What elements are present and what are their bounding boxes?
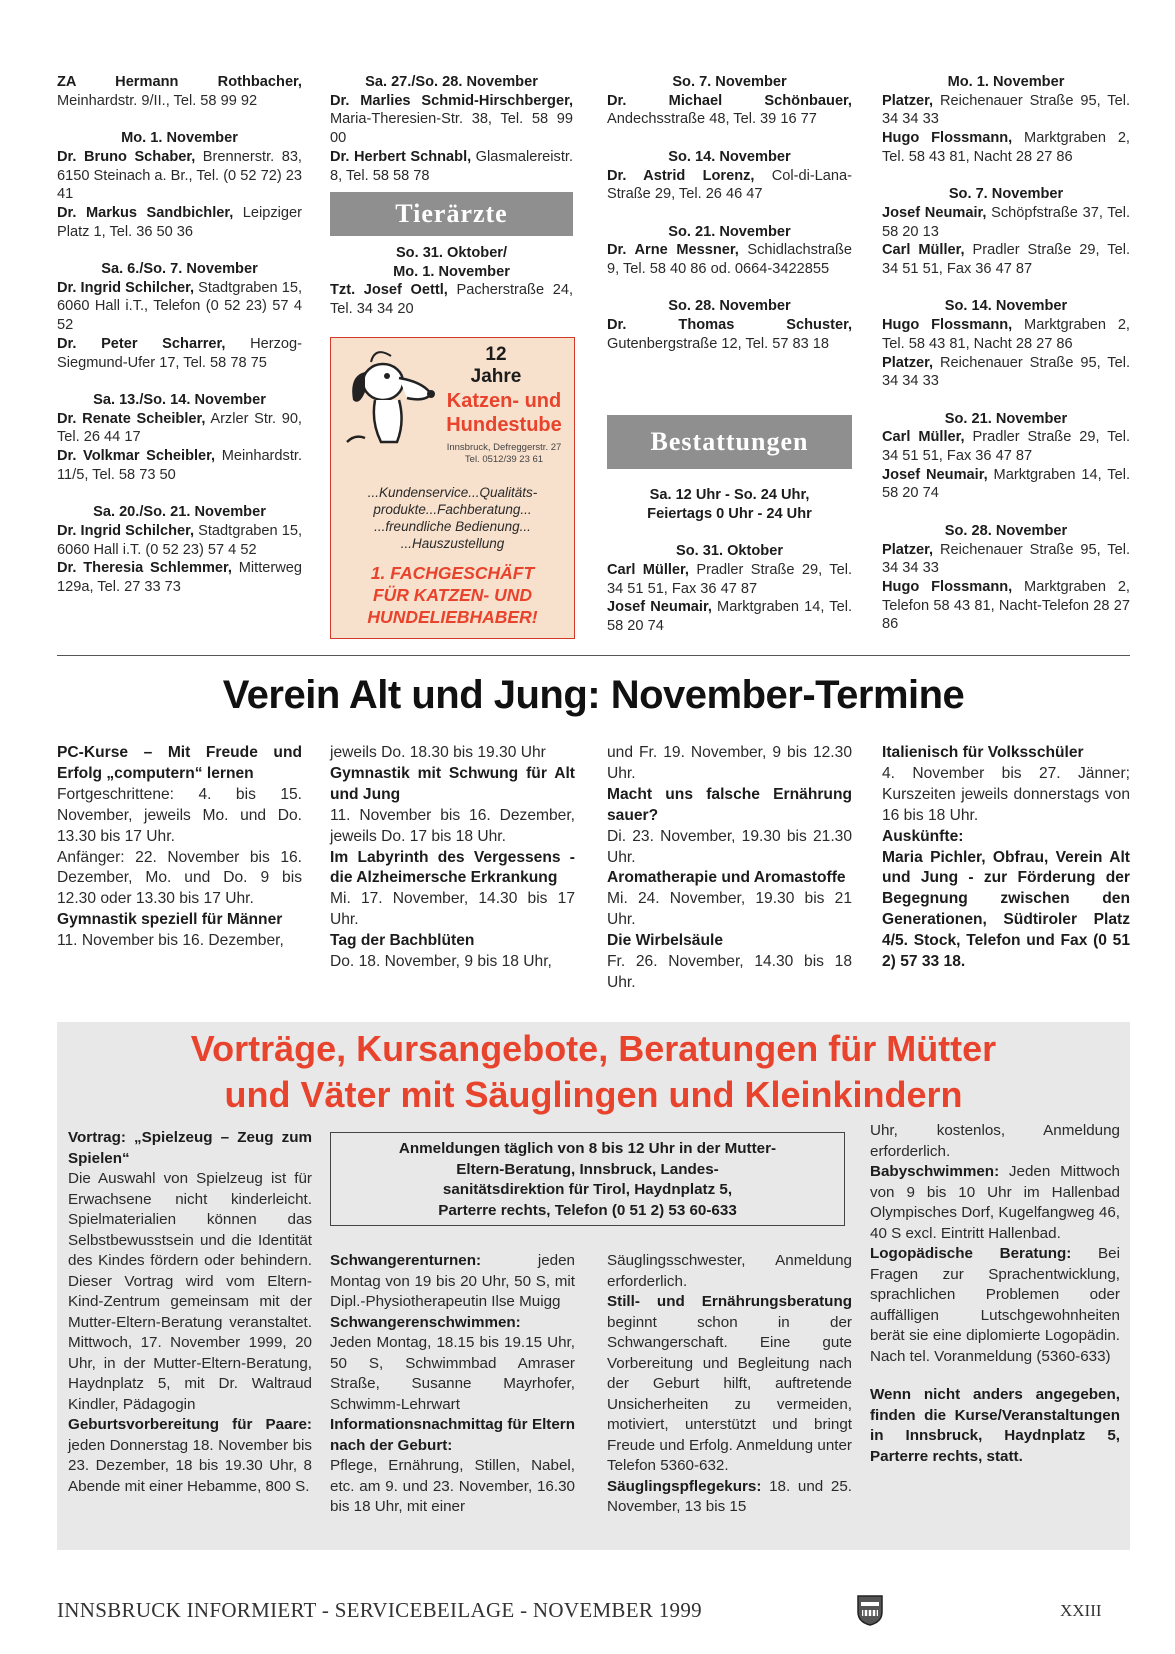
ad-years: 12 (485, 344, 507, 365)
bestattungen-header (607, 415, 852, 469)
item-heading: PC-Kurse – Mit Freude und Erfolg „computern“ lernen (57, 744, 302, 782)
date-heading: Sa. 27./So. 28. November (365, 74, 538, 90)
item-text: Fr. 26. November, 14.30 bis 18 Uhr. (607, 953, 852, 991)
directory-entry (57, 447, 302, 484)
item-lead: Schwangerenturnen: (330, 1252, 482, 1269)
parents-title-line-2: und Väter mit Säuglingen und Kleinkindern (224, 1074, 963, 1115)
directory-entry (330, 281, 573, 318)
spacer (882, 167, 1130, 186)
spacer (57, 110, 302, 129)
spacer (57, 372, 302, 391)
item-text: Do. 18. November, 9 bis 18 Uhr, (330, 953, 552, 971)
directory-entry (882, 129, 1130, 166)
item-heading: Maria Pichler, Obfrau, Verein Alt und Jung - zur Förderung der Begegnung zwischen den Generationen, Südtiroler Platz 4/5. Stock, Telefon und Fax (0 51 2) 57 33 18. (882, 848, 1130, 971)
date-heading: Feiertags 0 Uhr - 24 Uhr (647, 505, 812, 522)
directory-entry (57, 204, 302, 241)
pet-shop-advertisement (330, 337, 575, 639)
parents-title-line-1: Vorträge, Kursangebote, Beratungen für Mütter (190, 1028, 997, 1069)
entry-details: Mitterweg 129a, Tel. 27 33 73 (57, 560, 302, 595)
ad-shop-name-2: Hundestube (446, 414, 562, 436)
entry-name: Josef Neumair, (882, 466, 988, 483)
item-text: Die Auswahl von Spielzeug ist für Erwachsene nicht kinderleicht. Spielmaterialien können das Selbstbewusstsein und die Identität des Kindes fördern oder behindern. Dieser Vortrag wird vom Eltern-Kind-Zentrum gemeinsam mit der Mutter-Eltern-Beratung veranstaltet. Mittwoch, 17. November 1999, 20 Uhr, in der Mutter-Eltern-Beratung, Haydnplatz 5, mit Dr. Waltraud Kindler, Pädagogin (68, 1170, 312, 1413)
item-text: Pflege, Ernährung, Stillen, Nabel, etc. am 9. und 23. November, 16.30 bis 18 Uhr, mit einer (330, 1457, 575, 1515)
item-heading: Wenn nicht anders angegeben, finden die Kurse/Veranstaltungen in Innsbruck, Haydnplatz 5, Parterre rechts, statt. (870, 1386, 1120, 1465)
item-heading: Die Wirbelsäule (607, 932, 723, 950)
date-heading: So. 7. November (948, 186, 1064, 203)
directory-entry (607, 561, 852, 598)
ad-service-line: ...freundliche Bedienung... (374, 519, 531, 534)
entry-details: Leipziger Platz 1, Tel. 36 50 36 (57, 204, 302, 240)
item-text: und Fr. 19. November, 9 bis 12.30 Uhr. (607, 744, 852, 782)
parents-column-2 (330, 1251, 575, 1518)
entry-details: Herzog-Siegmund-Ufer 17, Tel. 58 78 75 (57, 335, 302, 371)
registration-line: Eltern-Beratung, Innsbruck, Landes- (456, 1160, 719, 1178)
directory-entry (330, 92, 573, 148)
entry-details: Schidlachstraße 9, Tel. 58 40 86 od. 0664-3422855 (607, 242, 852, 277)
item-heading: Auskünfte: (882, 827, 964, 845)
entry-name: Platzer, (882, 541, 934, 558)
date-heading: So. 21. November (668, 223, 791, 240)
item-text: 11. November bis 16. Dezember, (57, 932, 284, 950)
item-text: 4. November bis 27. Jänner; Kurszeiten jeweils donnerstags von 16 bis 18 Uhr. (882, 764, 1130, 824)
entry-name: Dr. Bruno Schaber, (57, 148, 196, 165)
item-paragraph (607, 1292, 852, 1477)
entry-name: Dr. Ingrid Schilcher, (57, 279, 195, 296)
spacer (607, 279, 852, 298)
directory-entry (882, 578, 1130, 634)
dog-icon (335, 342, 445, 452)
item-text: Fortgeschrittene: 4. bis 15. November, jeweils Mo. und Do. 13.30 bis 17 Uhr. (57, 785, 302, 845)
entry-details: Stadtgraben 15, 6060 Hall i.T., Telefon (0 52 23) 57 4 52 (57, 279, 302, 334)
entry-details: Schöpfstraße 37, Tel. 58 20 13 (882, 204, 1130, 240)
directory-column-4 (882, 73, 1130, 634)
spacer (57, 241, 302, 260)
ad-slogan-line: HUNDELIEBHABER! (367, 607, 538, 627)
entry-details: Reichenauer Straße 95, Tel. 34 34 33 (882, 354, 1130, 390)
parents-column-3 (607, 1251, 852, 1518)
innsbruck-coat-of-arms-icon (856, 1594, 884, 1626)
item-text: jeden Donnerstag 18. November bis 23. Dezember, 18 bis 19.30 Uhr, 8 Abende mit einer Hebamme, 800 S. (68, 1436, 312, 1495)
entry-details: Meinhardstr. 9/II., Tel. 58 99 92 (57, 92, 258, 109)
directory-entry (882, 316, 1130, 353)
directory-entry (330, 148, 573, 185)
entry-name: Josef Neumair, (882, 204, 987, 221)
registration-box (330, 1132, 845, 1226)
ad-slogan-line: 1. FACHGESCHÄFT (370, 563, 535, 583)
item-text: Mi. 24. November, 19.30 bis 21 Uhr. (607, 890, 852, 929)
ad-slogan-line: FÜR KATZEN- UND (372, 585, 533, 605)
date-heading: So. 31. Oktober (675, 543, 784, 560)
date-heading: So. 14. November (668, 148, 791, 165)
item-text: beginnt schon in der Schwangerschaft. Eine gute Vorbereitung und Begleitung nach der Geburt hilft, auftretende Unsicherheiten zu vermeiden, motiviert, unterstützt und bringt Freude und Erfolg. Anmeldung unter Telefon 5360-632. (607, 1313, 852, 1474)
item-paragraph (68, 1415, 312, 1497)
entry-name: Dr. Renate Scheibler, (57, 410, 206, 427)
item-text: Anfänger: 22. November bis 16. Dezember, Mo. und Do. 9 bis 12.30 oder 13.30 bis 17 Uhr. (57, 848, 302, 908)
entry-details: Maria-Theresien-Str. 38, Tel. 58 99 00 (330, 111, 573, 147)
entry-name: Dr. Markus Sandbichler, (57, 204, 234, 221)
item-heading: Aromatherapie und Aromastoffe (607, 869, 846, 887)
parents-column-1 (68, 1128, 312, 1497)
entry-name: Carl Müller, (882, 242, 965, 259)
item-paragraph (870, 1162, 1120, 1244)
date-heading: Sa. 6./So. 7. November (101, 261, 258, 277)
entry-name: Josef Neumair, (607, 599, 712, 616)
entry-name: Dr. Volkmar Scheibler, (57, 448, 216, 465)
tieraerzte-title: Tierärzte (395, 199, 508, 228)
date-heading: Mo. 1. November (121, 130, 238, 147)
verein-column-3 (607, 743, 852, 994)
directory-column-3 (607, 73, 852, 354)
item-lead: Säuglingspflegekurs: (607, 1477, 762, 1495)
ad-phone: Tel. 0512/39 23 61 (464, 454, 544, 465)
item-text: Di. 23. November, 19.30 bis 21.30 Uhr. (607, 827, 852, 866)
item-text: Säuglingsschwester, Anmeldung erforderlich. (607, 1252, 852, 1290)
directory-column-2 (330, 73, 573, 185)
directory-entry (57, 148, 302, 204)
entry-name: Hugo Flossmann, (882, 317, 1013, 334)
section-divider (57, 655, 1130, 656)
verein-column-2 (330, 743, 575, 973)
ad-service-line: ...Hauszustellung (400, 536, 505, 551)
item-paragraph (607, 1477, 852, 1518)
tieraerzte-entries (330, 244, 573, 319)
entry-name: Dr. Herbert Schnabl, (330, 148, 472, 165)
directory-entry (57, 335, 302, 372)
item-text: Jeden Mittwoch von 9 bis 10 Uhr im Hallenbad Olympisches Dorf, Kugelfangweg 46, 40 S excl. Eintritt Hallenbad. (870, 1163, 1120, 1242)
directory-entry (607, 167, 852, 204)
verein-column-1 (57, 743, 302, 952)
item-heading: Vortrag: „Spielzeug – Zeug zum Spielen“ (68, 1129, 312, 1167)
spacer (607, 204, 852, 223)
ad-service-line: produkte...Fachberatung... (373, 502, 532, 517)
entry-details: Gutenbergstraße 12, Tel. 57 83 18 (607, 335, 830, 352)
entry-name: Carl Müller, (882, 429, 965, 446)
date-heading: Sa. 20./So. 21. November (93, 504, 266, 521)
date-heading: So. 7. November (672, 74, 787, 90)
entry-name: Dr. Astrid Lorenz, (607, 167, 755, 184)
entry-details: Marktgraben 2, Telefon 58 43 81, Nacht-Telefon 28 27 86 (882, 578, 1130, 633)
entry-name: Dr. Marlies Schmid-Hirschberger, (330, 92, 573, 109)
directory-entry (57, 559, 302, 596)
entry-details: Brennerstr. 83, 6150 Steinach a. Br., Tel. (0 52 72) 23 41 (57, 148, 302, 203)
directory-entry (882, 466, 1130, 503)
date-heading: Sa. 13./So. 14. November (93, 391, 266, 408)
entry-details: Meinhardstr. 11/5, Tel. 58 73 50 (57, 448, 302, 483)
directory-entry (882, 241, 1130, 278)
item-heading: Tag der Bachblüten (330, 932, 475, 950)
entry-details: Marktgraben 14, Tel. 58 20 74 (607, 599, 853, 634)
item-lead: Still- und Ernährungsberatung (607, 1293, 852, 1310)
directory-entry (57, 410, 302, 447)
page-number: XXIII (1060, 1601, 1102, 1620)
item-heading: Schwangerenschwimmen: (330, 1313, 521, 1331)
date-heading: So. 14. November (944, 298, 1068, 315)
entry-name: Dr. Ingrid Schilcher, (57, 522, 195, 539)
spacer (870, 1367, 1120, 1385)
directory-column-1 (57, 73, 302, 597)
entry-details: Reichenauer Straße 95, Tel. 34 34 33 (882, 541, 1130, 577)
item-text: jeweils Do. 18.30 bis 19.30 Uhr (330, 744, 546, 761)
entry-name: Dr. Thomas Schuster, (607, 317, 852, 334)
directory-entry (57, 522, 302, 559)
ad-years-label: Jahre (470, 366, 522, 387)
ad-service-line: ...Kundenservice...Qualitäts- (367, 485, 538, 500)
entry-details: Pradler Straße 29, Tel. 34 51 51, Fax 36 47 87 (882, 429, 1130, 465)
spacer (882, 391, 1130, 410)
entry-details: Glasmalereistr. 8, Tel. 58 58 78 (330, 148, 573, 184)
entry-name: Dr. Peter Scharrer, (57, 335, 226, 352)
item-text: 11. November bis 16. Dezember, jeweils Do. 17 bis 18 Uhr. (330, 806, 575, 845)
spacer (607, 129, 852, 148)
ad-address: Innsbruck, Defreggerstr. 27 (446, 442, 562, 453)
date-heading: Sa. 12 Uhr - So. 24 Uhr, (649, 487, 810, 503)
directory-entry (57, 279, 302, 335)
item-text: Uhr, kostenlos, Anmeldung erforderlich. (870, 1122, 1120, 1160)
directory-entry (882, 204, 1130, 241)
date-heading: Mo. 1. November (947, 74, 1065, 90)
ad-services (331, 484, 574, 552)
item-text: Jeden Montag, 18.15 bis 19.15 Uhr, 50 S, Schwimmbad Amraser Straße, Susanne Mayrhofer, Schwimm-Lehrwart (330, 1334, 575, 1413)
date-heading: So. 28. November (668, 298, 791, 315)
entry-name: Dr. Michael Schönbauer, (607, 92, 852, 109)
item-paragraph (330, 1251, 575, 1313)
entry-name: Dr. Theresia Schlemmer, (57, 560, 232, 577)
entry-details: Marktgraben 2, Tel. 58 43 81, Nacht 28 27 86 (882, 317, 1130, 352)
entry-name: Tzt. Josef Oettl, (330, 282, 448, 299)
date-heading: Mo. 1. November (393, 263, 510, 280)
item-text: jeden Montag von 19 bis 20 Uhr, 50 S, mit Dipl.-Physiotherapeutin Ilse Muigg (330, 1252, 575, 1310)
directory-entry (607, 598, 852, 635)
directory-entry (882, 354, 1130, 391)
item-paragraph (870, 1244, 1120, 1367)
ad-slogan (331, 562, 574, 628)
directory-entry (607, 241, 852, 278)
directory-entry (882, 92, 1130, 129)
item-heading: Gymnastik speziell für Männer (57, 911, 283, 929)
entry-details: Pradler Straße 29, Tel. 34 51 51, Fax 36 47 87 (882, 242, 1130, 278)
directory-entry (882, 541, 1130, 578)
spacer (882, 279, 1130, 298)
entry-name: ZA Hermann Rothbacher, (57, 74, 302, 90)
entry-details: Col-di-Lana-Straße 29, Tel. 26 46 47 (607, 167, 853, 203)
entry-name: Platzer, (882, 92, 934, 109)
directory-entry (882, 428, 1130, 465)
date-heading: So. 31. Oktober/ (395, 245, 508, 261)
spacer (882, 503, 1130, 522)
item-heading: Macht uns falsche Ernährung sauer? (607, 785, 852, 824)
entry-details: Stadtgraben 15, 6060 Hall i.T. (0 52 23) 57 4 52 (57, 522, 302, 558)
item-lead: Babyschwimmen: (870, 1163, 1000, 1180)
item-text: Bei Fragen zur Sprachentwicklung, sprachlichen Problemen oder auffälligen Lutschgewohnheiten berät sie eine diplomierte Logopädin. Nach tel. Voranmeldung (5360-633) (870, 1245, 1120, 1365)
entry-details: Andechsstraße 48, Tel. 39 16 77 (607, 111, 817, 128)
entry-name: Dr. Arne Messner, (607, 242, 739, 259)
registration-line: Parterre rechts, Telefon (0 51 2) 53 60-633 (438, 1201, 737, 1219)
spacer (607, 523, 852, 542)
registration-line: sanitätsdirektion für Tirol, Haydnplatz 5, (442, 1181, 733, 1198)
entry-name: Hugo Flossmann, (882, 130, 1013, 147)
item-heading: Informationsnachmittag für Eltern nach der Geburt: (330, 1416, 575, 1454)
date-heading: So. 28. November (944, 522, 1068, 539)
entry-details: Marktgraben 2, Tel. 58 43 81, Nacht 28 27 86 (882, 130, 1130, 165)
entry-details: Reichenauer Straße 95, Tel. 34 34 33 (882, 92, 1130, 128)
parents-column-4 (870, 1121, 1120, 1467)
verein-title: Verein Alt und Jung: November-Termine (222, 673, 965, 717)
item-text: 18. und 25. November, 13 bis 15 (607, 1477, 852, 1515)
ad-shop-name-1: Katzen- und (446, 390, 562, 412)
item-lead: Logopädische Beratung: (870, 1245, 1072, 1262)
spacer (57, 484, 302, 503)
entry-name: Hugo Flossmann, (882, 578, 1013, 595)
bestattungen-entries (607, 486, 852, 636)
item-heading: Gymnastik mit Schwung für Alt und Jung (330, 764, 575, 803)
entry-details: Arzler Str. 90, Tel. 26 44 17 (57, 410, 302, 446)
item-heading: Italienisch für Volksschüler (882, 744, 1084, 761)
registration-line: Anmeldungen täglich von 8 bis 12 Uhr in der Mutter- (398, 1140, 777, 1157)
footer-text: INNSBRUCK INFORMIERT - SERVICEBEILAGE - NOVEMBER 1999 (57, 1598, 702, 1622)
directory-entry (607, 316, 852, 353)
entry-details: Marktgraben 14, Tel. 58 20 74 (882, 466, 1131, 502)
tieraerzte-header (330, 192, 573, 236)
item-heading: Im Labyrinth des Vergessens - die Alzheimersche Erkrankung (330, 848, 575, 887)
directory-entry (57, 73, 302, 110)
entry-details: Pacherstraße 24, Tel. 34 34 20 (330, 282, 573, 318)
item-text: Mi. 17. November, 14.30 bis 17 Uhr. (330, 890, 575, 929)
entry-name: Platzer, (882, 354, 934, 371)
date-heading: So. 21. November (944, 410, 1068, 427)
directory-entry (607, 92, 852, 129)
entry-details: Pradler Straße 29, Tel. 34 51 51, Fax 36 47 87 (607, 561, 853, 597)
verein-column-4 (882, 743, 1130, 973)
bestattungen-title: Bestattungen (650, 427, 809, 456)
item-lead: Geburtsvorbereitung für Paare: (68, 1416, 312, 1433)
entry-name: Carl Müller, (607, 561, 689, 578)
